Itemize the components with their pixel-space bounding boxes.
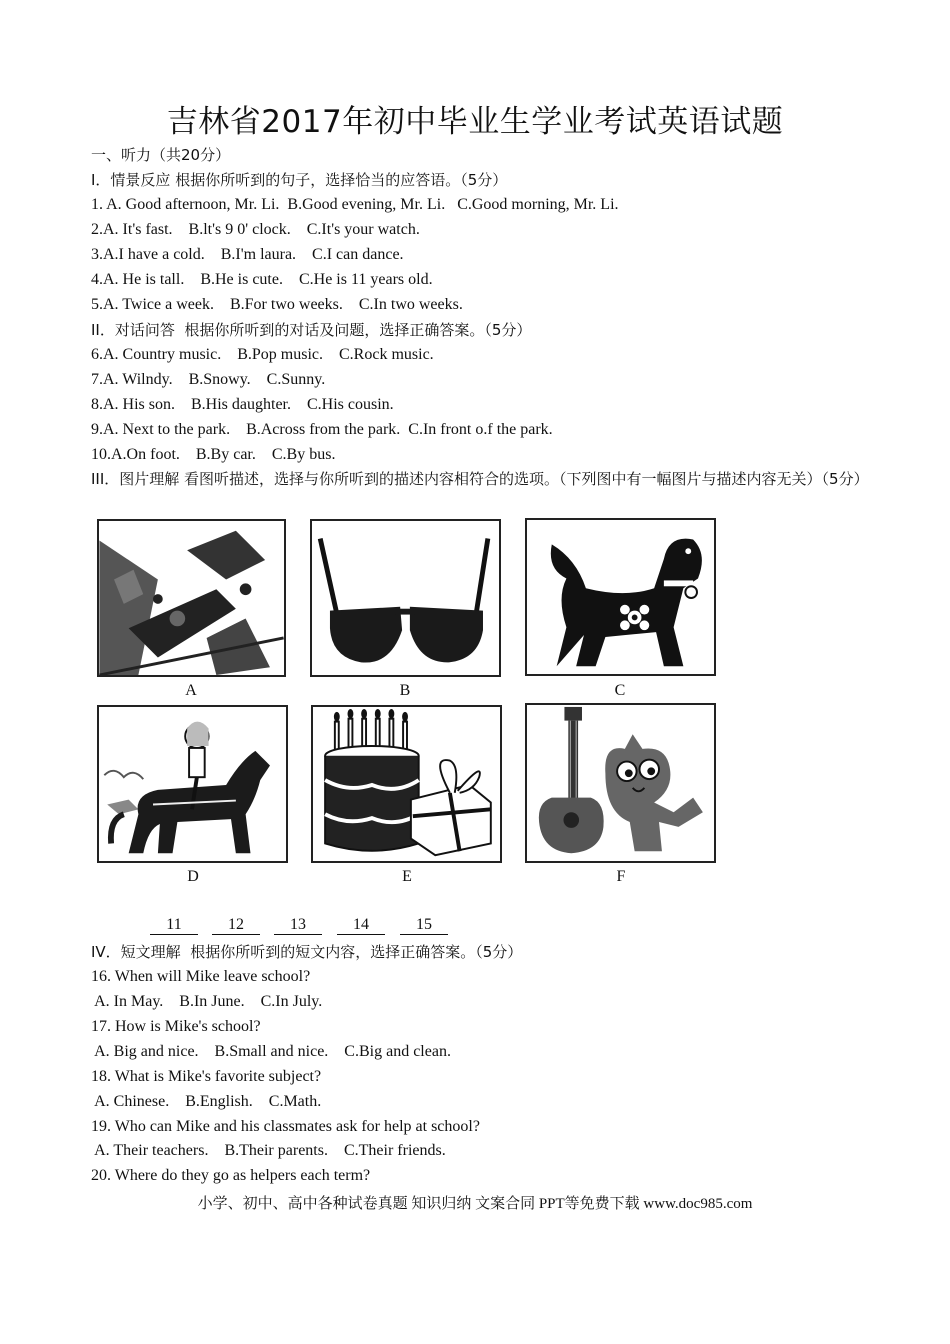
picture-label: A [185, 682, 197, 699]
question-item: 10.A.On foot. B.By car. C.By bus. [91, 446, 336, 463]
picture-b [310, 519, 501, 677]
question-item: 18. What is Mike's favorite subject? [91, 1068, 322, 1085]
question-item: A. In May. B.In June. C.In July. [91, 993, 323, 1010]
question-item: A. Chinese. B.English. C.Math. [91, 1093, 322, 1110]
part-i-heading: I．情景反应 根据你所听到的句子，选择恰当的应答语。（5分） [91, 171, 508, 189]
picture-f [525, 703, 716, 863]
picture-d [97, 705, 288, 863]
answer-blank[interactable]: 15 [400, 916, 448, 935]
dog-icon [527, 520, 714, 674]
earthquake-icon [99, 521, 284, 675]
picture-e [311, 705, 502, 863]
page-footer: 小学、初中、高中各种试卷真题 知识归纳 文案合同 PPT等免费下载 www.doc985.com [197, 1196, 753, 1212]
question-item: 3.A.I have a cold. B.I'm laura. C.I can dance. [91, 246, 404, 263]
question-item: 1. A. Good afternoon, Mr. Li. B.Good evening, Mr. Li. C.Good morning, Mr. Li. [91, 196, 619, 213]
answer-blank[interactable]: 14 [337, 916, 385, 935]
answer-blank[interactable]: 11 [150, 916, 198, 935]
picture-a [97, 519, 286, 677]
picture-label: F [616, 868, 626, 885]
picture-c [525, 518, 716, 676]
page-title: 吉林省2017年初中毕业生学业考试英语试题 [166, 104, 784, 140]
question-item: A. Their teachers. B.Their parents. C.Their friends. [91, 1142, 446, 1159]
question-item: 19. Who can Mike and his classmates ask for help at school? [91, 1118, 480, 1135]
picture-label: D [187, 868, 199, 885]
question-item: 7.A. Wilndy. B.Snowy. C.Sunny. [91, 371, 326, 388]
horse-rider-icon [99, 707, 286, 861]
part-iii-heading: III．图片理解 看图听描述，选择与你所听到的描述内容相符合的选项。（下列图中有一幅图片与描述内容无关）（5分） [91, 470, 869, 488]
question-item: 2.A. It's fast. B.lt's 9 0' clock. C.It's your watch. [91, 221, 420, 238]
section-heading: 一、听力（共20分） [91, 146, 231, 164]
picture-label: E [402, 868, 412, 885]
question-item: A. Big and nice. B.Small and nice. C.Big and clean. [91, 1043, 451, 1060]
question-item: 4.A. He is tall. B.He is cute. C.He is 11 years old. [91, 271, 433, 288]
part-iv-heading: IV．短文理解 根据你所听到的短文内容，选择正确答案。（5分） [91, 943, 523, 961]
question-item: 9.A. Next to the park. B.Across from the park. C.In front o.f the park. [91, 421, 553, 438]
part-ii-heading: II．对话问答 根据你所听到的对话及问题，选择正确答案。（5分） [91, 321, 532, 339]
question-item: 8.A. His son. B.His daughter. C.His cousin. [91, 396, 394, 413]
answer-blank[interactable]: 12 [212, 916, 260, 935]
question-item: 17. How is Mike's school? [91, 1018, 261, 1035]
picture-label: B [399, 682, 411, 699]
question-item: 16. When will Mike leave school? [91, 968, 311, 985]
question-item: 20. Where do they go as helpers each term? [91, 1167, 371, 1184]
guitar-cat-icon [527, 705, 714, 861]
sunglasses-icon [312, 521, 499, 675]
question-item: 5.A. Twice a week. B.For two weeks. C.In two weeks. [91, 296, 463, 313]
question-item: 6.A. Country music. B.Pop music. C.Rock music. [91, 346, 434, 363]
birthday-cake-icon [313, 707, 500, 861]
answer-blank[interactable]: 13 [274, 916, 322, 935]
picture-label: C [614, 682, 626, 699]
